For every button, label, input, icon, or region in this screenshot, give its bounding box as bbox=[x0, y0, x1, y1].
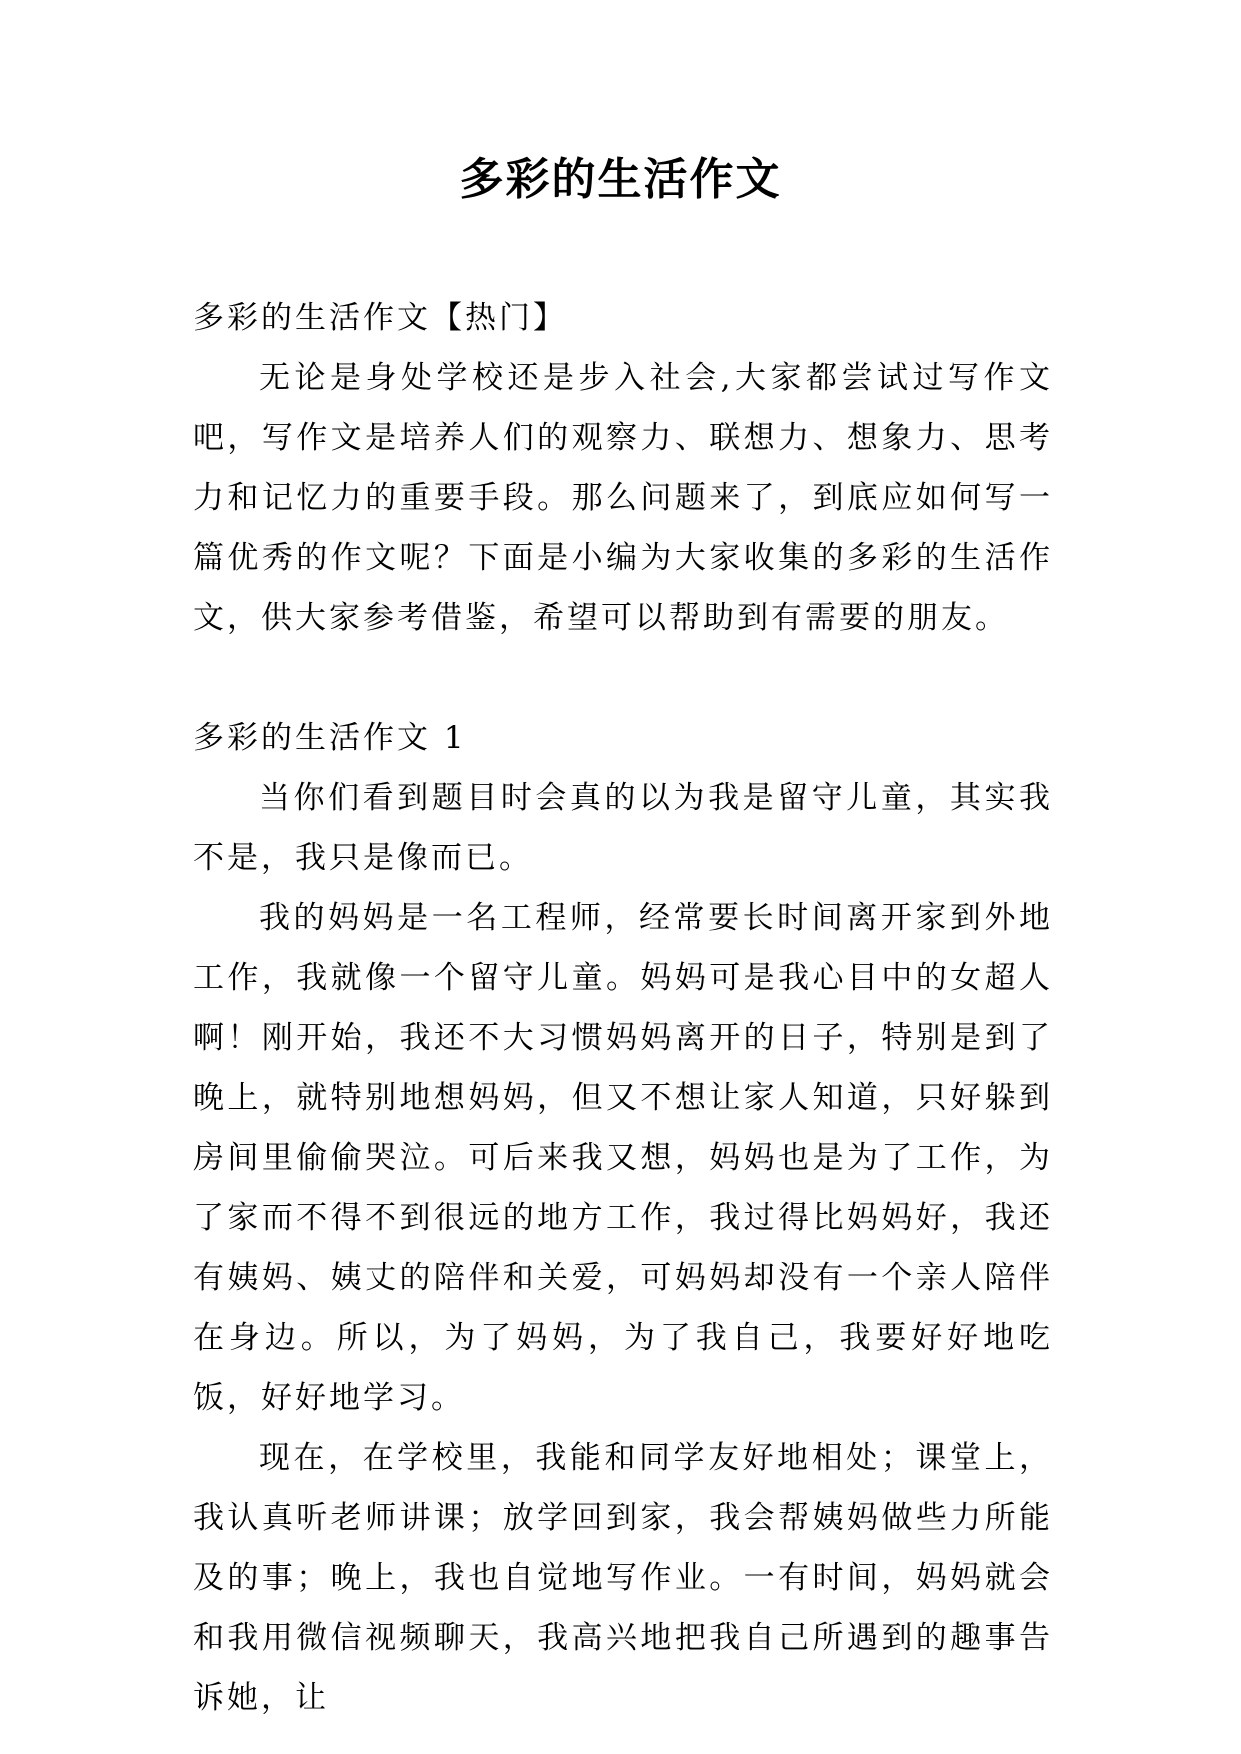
intro-paragraph: 无论是身处学校还是步入社会,大家都尝试过写作文吧，写作文是培养人们的观察力、联想力、想象力、思考力和记忆力的重要手段。那么问题来了，到底应如何写一篇优秀的作文呢？下面是小编为大家收集的多彩的生活作文，供大家参考借鉴，希望可以帮助到有需要的朋友。 bbox=[193, 360, 1053, 636]
section-spacer bbox=[193, 648, 1053, 708]
document-title: 多彩的生活作文 bbox=[459, 154, 782, 205]
document-body bbox=[193, 288, 1053, 1728]
section-1-paragraph-1: 当你们看到题目时会真的以为我是留守儿童，其实我不是，我只是像而已。 bbox=[193, 780, 1053, 876]
intro-heading: 多彩的生活作文【热门】 bbox=[193, 300, 567, 336]
section-1-paragraph-3: 现在，在学校里，我能和同学友好地相处；课堂上，我认真听老师讲课；放学回到家，我会帮姨妈做些力所能及的事；晚上，我也自觉地写作业。一有时间，妈妈就会和我用微信视频聊天，我高兴地把我自己所遇到的趣事告诉她，让 bbox=[193, 1440, 1053, 1716]
section-1-paragraph-2: 我的妈妈是一名工程师，经常要长时间离开家到外地工作，我就像一个留守儿童。妈妈可是我心目中的女超人啊！刚开始，我还不大习惯妈妈离开的日子，特别是到了晚上，就特别地想妈妈，但又不想让家人知道，只好躲到房间里偷偷哭泣。可后来我又想，妈妈也是为了工作，为了家而不得不到很远的地方工作，我过得比妈妈好，我还有姨妈、姨丈的陪伴和关爱，可妈妈却没有一个亲人陪伴在身边。所以，为了妈妈，为了我自己，我要好好地吃饭，好好地学习。 bbox=[193, 900, 1053, 1416]
section-1-heading: 多彩的生活作文 1 bbox=[193, 720, 467, 756]
